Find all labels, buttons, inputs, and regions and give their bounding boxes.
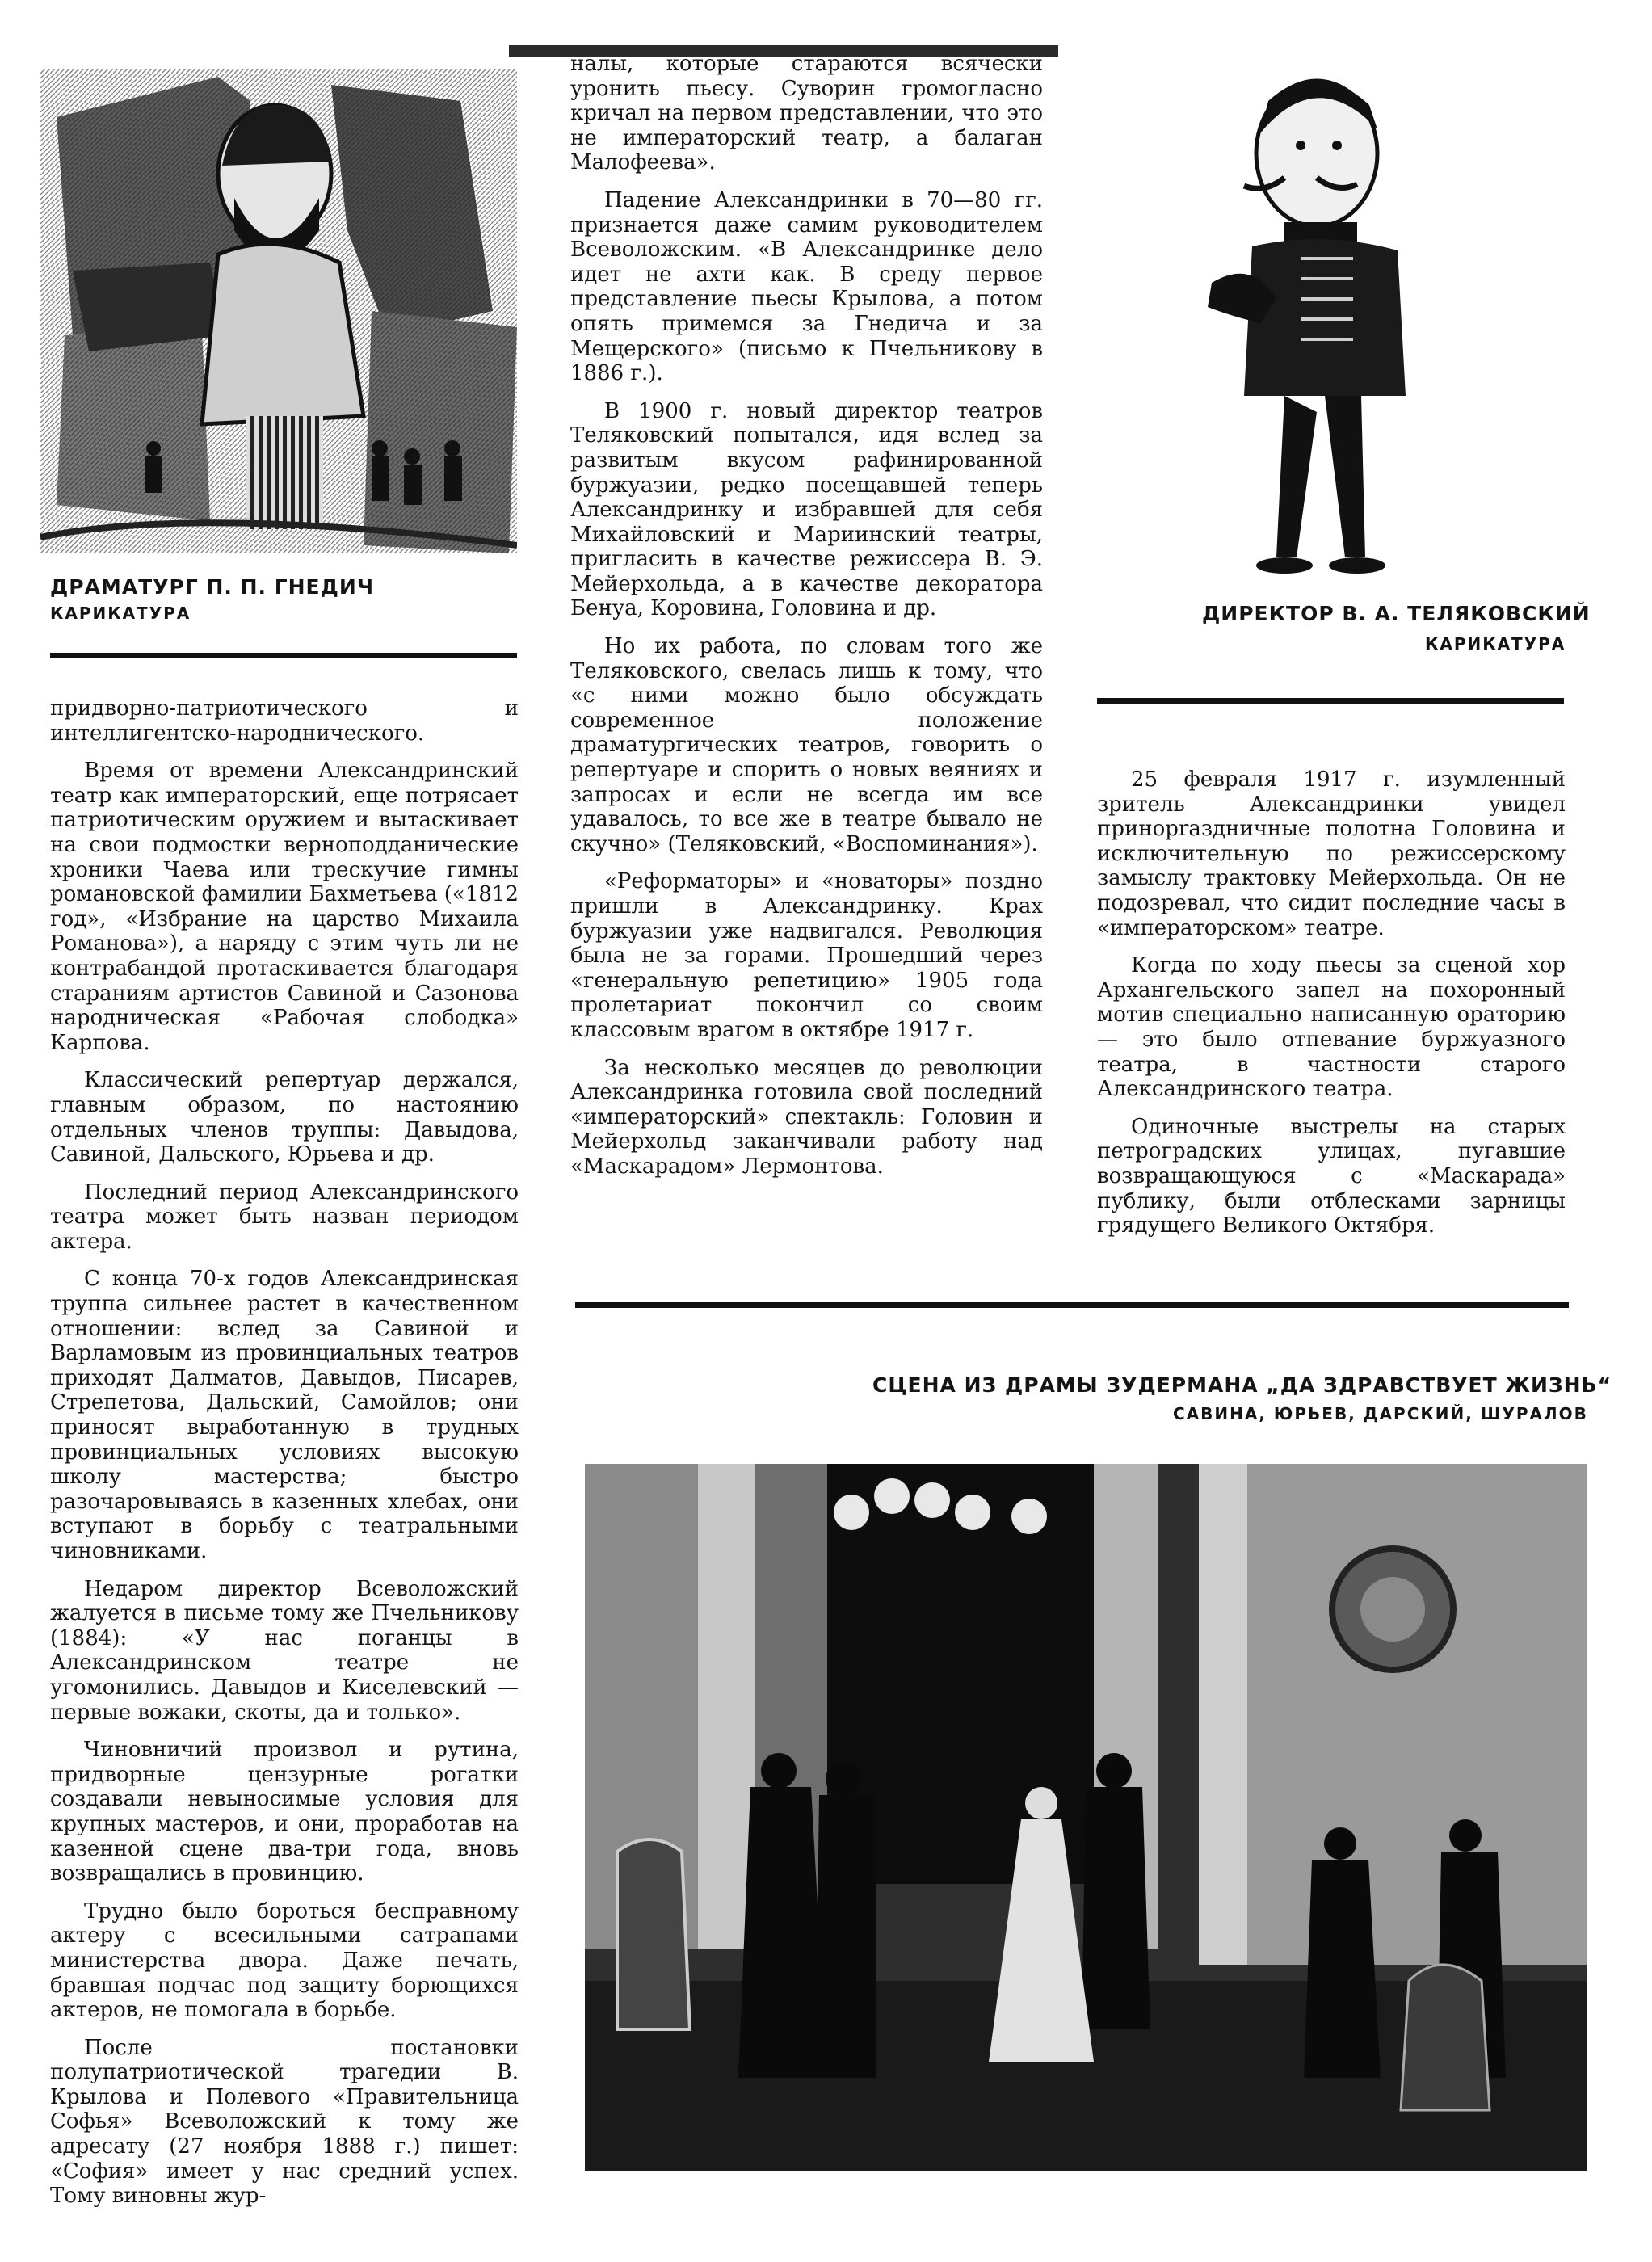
paragraph: За несколько месяцев до революции Александринка готовила свой последний «императорский» спектакль: Головин и Мейерхольд заканчивали работу над «Маскарадом» Лермонтова. [570,1055,1043,1179]
right-text-column [1097,767,1566,1251]
left-text-column [50,696,519,2222]
paragraph: придворно-патриотического и интеллигентско-народнического. [50,696,519,746]
gnedich-caricature-image [40,69,517,553]
paragraph: Но их работа, по словам того же Теляковского, свелась лишь к тому, что «с ними можно было обсуждать современное положение драматургических театров, говорить о репертуаре и спорить о новых веяниях и запросах и если не всегда им все удавалось, то все же в театре бывало не скучно» (Теляковский, «Воспоминания»). [570,634,1043,856]
middle-text-column [570,52,1043,1192]
paragraph: После постановки полупатриотической трагедии В. Крылова и Полевого «Правительница Софья» Всеволожский к тому же адресату (27 ноября 1888 г.) пишет: «София» имеет у нас средний успех. Тому виновны жур- [50,2035,519,2209]
paragraph: Чиновничий произвол и рутина, придворные цензурные рогатки создавали невыносимые условия для крупных мастеров, и они, проработав на казенной сцене два-три года, вновь возвращались в провинцию. [50,1738,519,1886]
paragraph: 25 февраля 1917 г. изумленный зритель Александринки увидел приноpraздничные полотна Головина и исключительную по режиссерскому замыслу трактовку Мейерхольда. Он не подозревал, что сидит последние часы в «императорском» театре. [1097,767,1566,940]
right-divider-line [1097,698,1564,704]
scene-caption-title: СЦЕНА ИЗ ДРАМЫ ЗУДЕРМАНА „ДА ЗДРАВСТВУЕТ ЖИЗНЬ“ [872,1373,1612,1397]
paragraph: Последний период Александринского театра может быть назван периодом актера. [50,1179,519,1254]
paragraph: Недаром директор Всеволожский жалуется в письме тому же Пчельникову (1884): «У нас поганцы в Александринском театре не угомонились. Давыдов и Киселевский — первые вожаки, скоты, да и только». [50,1576,519,1725]
gnedich-caption-title: ДРАМАТУРГ П. П. ГНЕДИЧ [50,575,375,599]
paragraph: Трудно было бороться бесправному актеру с всесильными сатрапами министерства двора. Даже печать, бравшая подчас под защиту борющихся актеров, не помогала в борьбе. [50,1898,519,2023]
gnedich-caption-subtitle: КАРИКАТУРА [50,603,191,623]
paragraph: В 1900 г. новый директор театров Теляковский попытался, идя вслед за развитым вкусом рафинированной буржуазии, редко посещавшей теперь Александринку и избравшей для себя Михайловский и Мариинский театры, пригласить в качестве режиссера В. Э. Мейерхольда, а в качестве декоратора Бенуа, Коровина, Головина и др. [570,398,1043,621]
paragraph: «Реформаторы» и «новаторы» поздно пришли в Александринку. Крах буржуазии уже надвигался. Революция была не за горами. Прошедший через «генеральную репетицию» 1905 года пролетариат покончил со своим классовым врагом в октябре 1917 г. [570,869,1043,1042]
paragraph: Когда по ходу пьесы за сценой хор Архангельского запел на похоронный мотив специально написанную ораторию — это было отпевание буржуазного театра, в частности старого Александринского театра. [1097,953,1566,1102]
photo-section-divider [575,1302,1569,1308]
telyakovsky-caption-subtitle: КАРИКАТУРА [1425,634,1566,654]
stage-scene-photo [585,1464,1587,2171]
paragraph: налы, которые стараются всячески уронить пьесу. Суворин громогласно кричал на первом представлении, что это не императорский театр, а балаган Малофеева». [570,52,1043,175]
paragraph: С конца 70-х годов Александринская труппа сильнее растет в качественном отношении: вслед за Савиной и Варламовым из провинциальных театров приходят Далматов, Давыдов, Писарев, Стрепетова, Дальский, Самойлов; они приносят выработанную в трудных провинциальных условиях высокую школу мастерства; быстро разочаровываясь в казенных хлебах, они вступают в борьбу с театральными чиновниками. [50,1267,519,1563]
paragraph: Классический репертуар держался, главным образом, по настоянию отдельных членов труппы: Давыдова, Савиной, Дальского, Юрьева и др. [50,1068,519,1167]
telyakovsky-caption-title: ДИРЕКТОР В. А. ТЕЛЯКОВСКИЙ [1202,602,1591,625]
paragraph: Время от времени Александринский театр как императорский, еще потрясает патриотическим оружием и вытаскивает на свои подмостки верноподданические хроники Чаева или трескучие гимны романовской фамилии Бахметьева («1812 год», «Избрание на царство Михаила Романова»), а наряду с этим чуть ли не контрабандой протаскивается благодаря стараниям артистов Савиной и Сазонова народническая «Рабочая слободка» Карпова. [50,759,519,1055]
paragraph: Падение Александринки в 70—80 гг. признается даже самим руководителем Всеволожским. «В Александринке дело идет не ахти как. В среду первое представление пьесы Крылова, а потом опять примемся за Гнедича и за Мещерского» (письмо к Пчельникову в 1886 г.). [570,187,1043,386]
scene-caption-subtitle: САВИНА, ЮРЬЕВ, ДАРСКИЙ, ШУРАЛОВ [1173,1404,1588,1423]
telyakovsky-caricature-image [1163,57,1454,582]
left-divider-line [50,653,517,658]
paragraph: Одиночные выстрелы на старых петроградских улицах, пугавшие возвращающуюся с «Маскарада» публику, были отблесками зарницы грядущего Великого Октября. [1097,1114,1566,1238]
